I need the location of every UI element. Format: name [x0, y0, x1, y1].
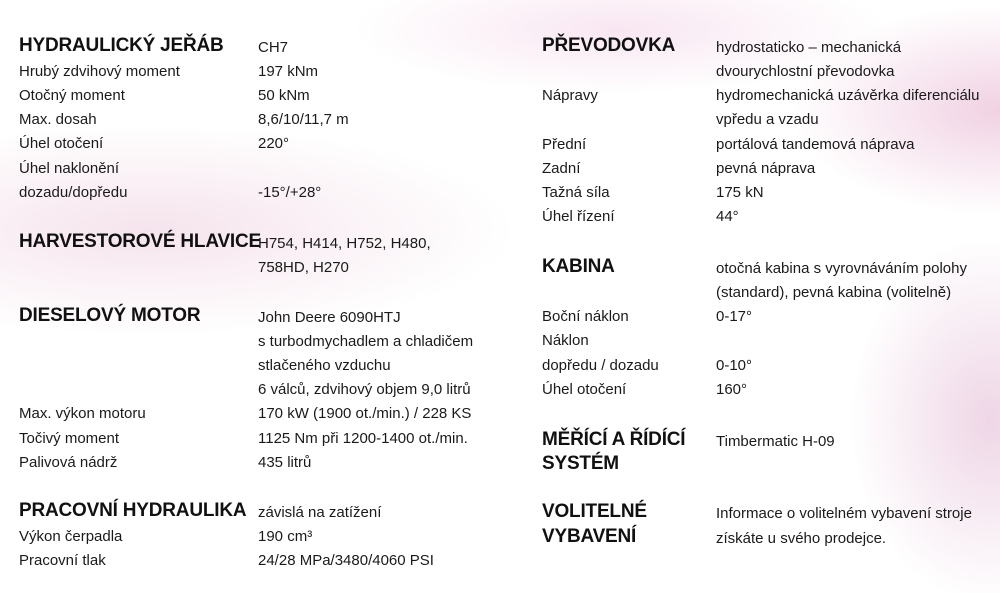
- spec-value: -15°/+28°: [258, 184, 322, 201]
- spec-label: Úhel naklonění: [19, 160, 120, 177]
- heads-heading: HARVESTOROVÉ HLAVICE: [19, 231, 261, 252]
- spec-label: Max. výkon motoru: [19, 405, 146, 422]
- spec-label: Nápravy: [542, 87, 598, 104]
- cabin-value: (standard), pevná kabina (volitelně): [716, 284, 952, 301]
- spec-label: Max. dosah: [19, 111, 97, 128]
- spec-label: dopředu / dozadu: [542, 357, 659, 374]
- crane-heading: HYDRAULICKÝ JEŘÁB: [19, 35, 224, 56]
- spec-value: 0-10°: [716, 357, 753, 374]
- spec-label: Tažná síla: [542, 184, 610, 201]
- spec-value: 1125 Nm při 1200-1400 ot./min.: [258, 430, 468, 447]
- hydraulics-value: závislá na zatížení: [258, 504, 382, 521]
- hydraulics-heading: PRACOVNÍ HYDRAULIKA: [19, 500, 247, 521]
- engine-heading: DIESELOVÝ MOTOR: [19, 305, 201, 326]
- optional-value: Informace o volitelném vybavení stroje: [716, 505, 972, 522]
- spec-label: Náklon: [542, 332, 589, 349]
- engine-desc: John Deere 6090HTJ: [258, 309, 401, 326]
- spec-value: 24/28 MPa/3480/4060 PSI: [258, 552, 434, 569]
- transmission-heading: PŘEVODOVKA: [542, 35, 676, 56]
- spec-value: 190 cm³: [258, 528, 313, 545]
- spec-value: 50 kNm: [258, 87, 310, 104]
- engine-desc: s turbodmychadlem a chladičem: [258, 333, 474, 350]
- spec-value: hydromechanická uzávěrka diferenciálu: [716, 87, 980, 104]
- transmission-value: dvourychlostní převodovka: [716, 63, 895, 80]
- spec-value: 160°: [716, 381, 748, 398]
- spec-label: Úhel otočení: [19, 135, 104, 152]
- crane-model: CH7: [258, 39, 289, 56]
- control-heading: SYSTÉM: [542, 453, 619, 474]
- spec-value: portálová tandemová náprava: [716, 136, 915, 153]
- spec-label: Pracovní tlak: [19, 552, 106, 569]
- spec-label: Úhel řízení: [542, 208, 615, 225]
- engine-desc: stlačeného vzduchu: [258, 357, 391, 374]
- spec-label: Boční náklon: [542, 308, 629, 325]
- heads-value-line2: 758HD, H270: [258, 259, 349, 276]
- spec-value: 8,6/10/11,7 m: [258, 111, 349, 128]
- spec-label: Přední: [542, 136, 587, 153]
- transmission-value: hydrostaticko – mechanická: [716, 39, 902, 56]
- control-heading: MĚŘÍCÍ A ŘÍDÍCÍ: [542, 429, 686, 450]
- engine-desc: 6 válců, zdvihový objem 9,0 litrů: [258, 381, 471, 398]
- spec-value: 197 kNm: [258, 63, 319, 80]
- spec-label: Výkon čerpadla: [19, 528, 123, 545]
- control-value: Timbermatic H-09: [716, 433, 835, 450]
- cabin-heading: KABINA: [542, 256, 615, 277]
- spec-label: Palivová nádrž: [19, 454, 118, 471]
- spec-label: Hrubý zdvihový moment: [19, 63, 180, 80]
- optional-value: získáte u svého prodejce.: [716, 530, 887, 547]
- spec-value: 220°: [258, 135, 290, 152]
- heads-value-line1: H754, H414, H752, H480,: [258, 235, 431, 252]
- spec-value: 44°: [716, 208, 739, 225]
- spec-value: 0-17°: [716, 308, 753, 325]
- spec-label: Otočný moment: [19, 87, 125, 104]
- spec-value: 175 kN: [716, 184, 764, 201]
- spec-label: dozadu/dopředu: [19, 184, 128, 201]
- spec-value: pevná náprava: [716, 160, 816, 177]
- optional-heading: VYBAVENÍ: [542, 526, 637, 547]
- spec-value: 170 kW (1900 ot./min.) / 228 KS: [258, 405, 472, 422]
- optional-heading: VOLITELNÉ: [542, 501, 647, 522]
- spec-label: Zadní: [542, 160, 581, 177]
- cabin-value: otočná kabina s vyrovnáváním polohy: [716, 260, 967, 277]
- spec-value: 435 litrů: [258, 454, 312, 471]
- spec-label: Točivý moment: [19, 430, 120, 447]
- spec-value: vpředu a vzadu: [716, 111, 819, 128]
- spec-label: Úhel otočení: [542, 381, 627, 398]
